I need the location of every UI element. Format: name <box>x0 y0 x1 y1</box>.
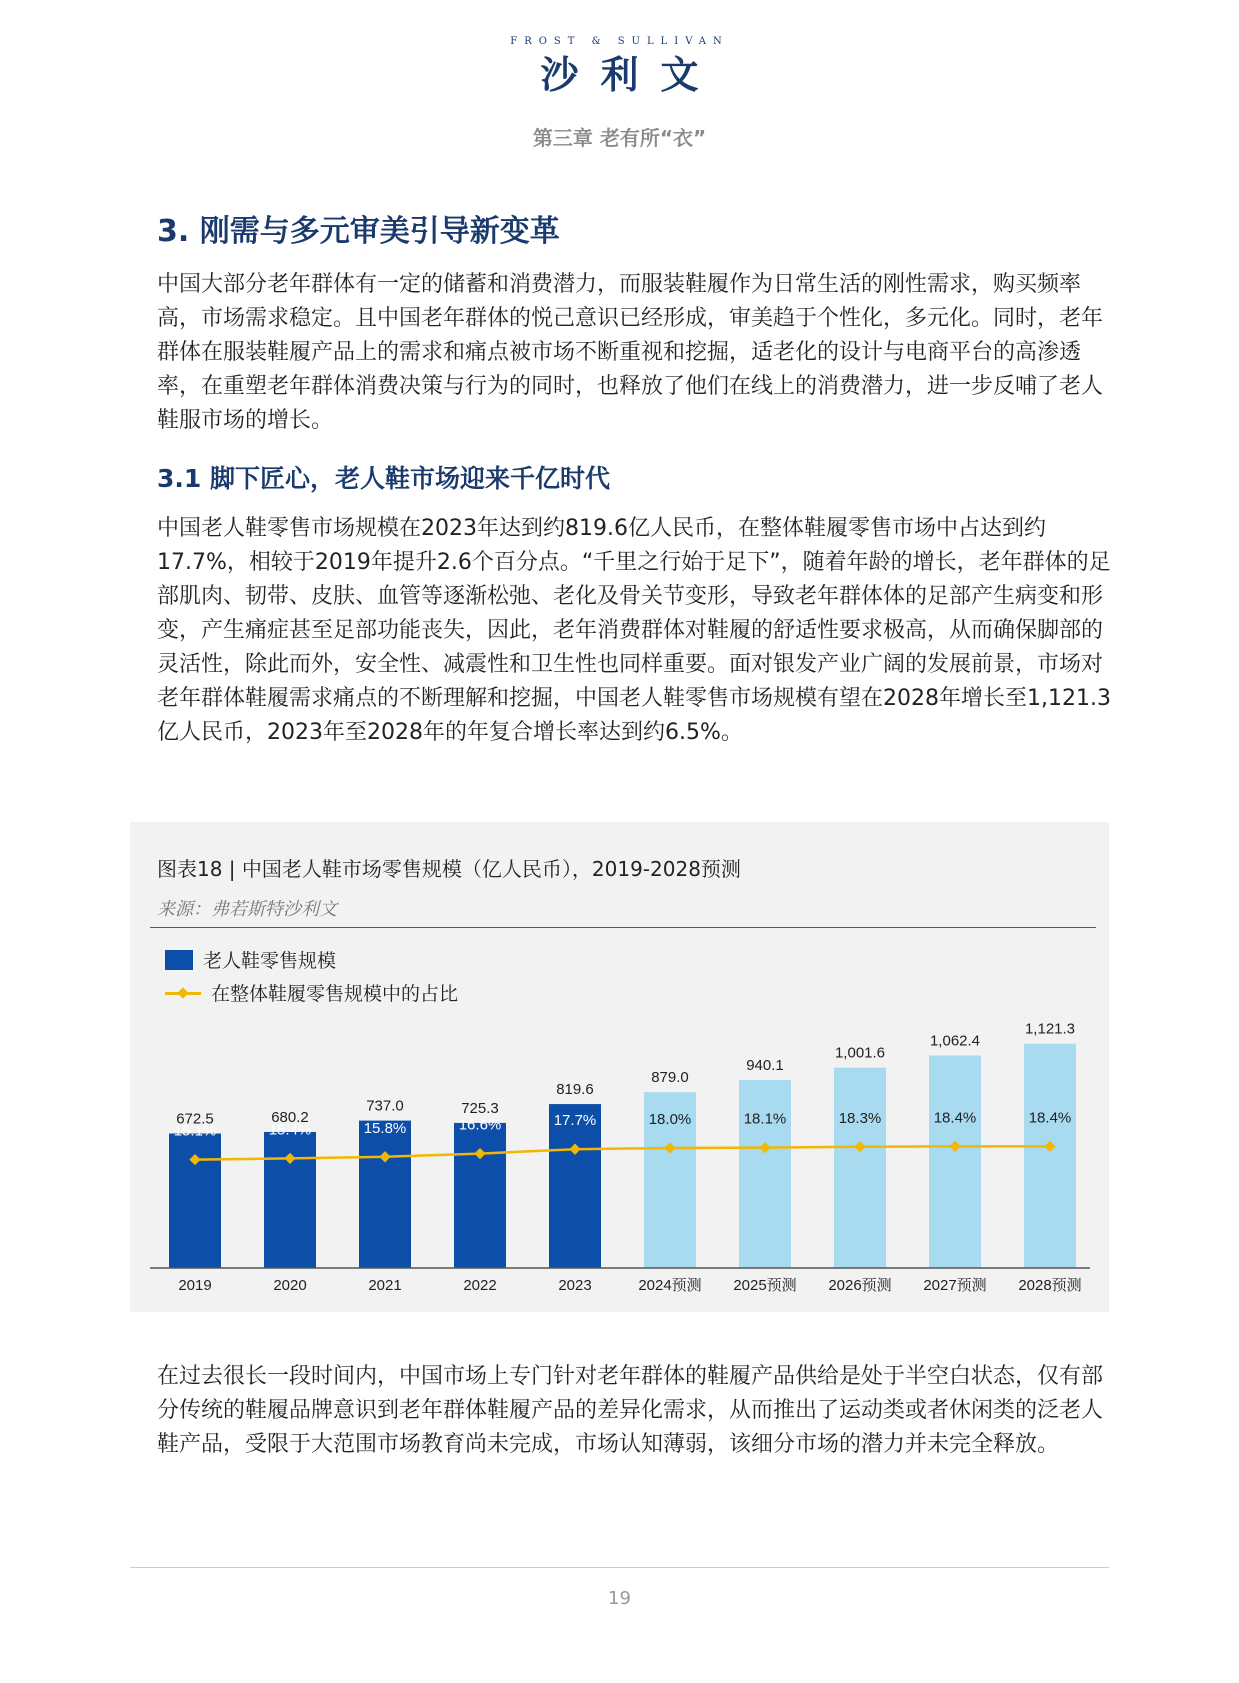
share-value-label-4: 17.7% <box>553 1112 597 1130</box>
legend-line-label: 在整体鞋履零售规模中的占比 <box>211 983 459 1005</box>
chapter-title: 第三章 老有所“衣” <box>532 126 707 150</box>
bar-value-label-2: 737.0 <box>366 1097 404 1115</box>
share-value-label-2: 15.8% <box>363 1119 407 1137</box>
x-tick-label-7: 2026预测 <box>828 1277 892 1294</box>
legend-bar-label: 老人鞋零售规模 <box>203 950 337 972</box>
bar-value-label-8: 1,062.4 <box>929 1032 981 1050</box>
x-tick-label-9: 2028预测 <box>1018 1277 1082 1294</box>
share-value-label-5: 18.0% <box>648 1111 692 1128</box>
bar-0 <box>169 1134 221 1269</box>
share-value-label-8: 18.4% <box>933 1109 977 1127</box>
x-tick-label-8: 2027预测 <box>923 1277 987 1294</box>
chart-title: 图表18 | 中国老人鞋市场零售规模（亿人民币），2019-2028预测 <box>157 857 741 881</box>
bar-value-label-3: 725.3 <box>461 1099 499 1117</box>
share-value-label-1: 15.4% <box>268 1121 312 1139</box>
bar-value-label-4: 819.6 <box>556 1081 594 1099</box>
bar-8 <box>929 1056 981 1268</box>
share-value-label-9: 18.4% <box>1028 1109 1072 1127</box>
section-heading: 3. 刚需与多元审美引导新变革 <box>157 214 560 249</box>
bar-value-label-1: 680.2 <box>271 1108 309 1126</box>
share-value-label-6: 18.1% <box>743 1110 787 1128</box>
bar-2 <box>359 1121 411 1268</box>
x-tick-label-1: 2020 <box>273 1277 307 1294</box>
share-value-label-7: 18.3% <box>838 1109 882 1127</box>
share-value-label-0: 15.1% <box>173 1122 217 1140</box>
share-line <box>195 1146 1050 1159</box>
x-tick-label-2: 2021 <box>368 1277 402 1294</box>
legend-bar-swatch <box>165 950 193 970</box>
bar-value-label-0: 672.5 <box>176 1110 214 1128</box>
chart-divider <box>150 927 1096 928</box>
bar-9 <box>1024 1044 1076 1268</box>
footer-divider <box>130 1567 1109 1568</box>
page-number: 19 <box>608 1588 631 1609</box>
subsection-heading: 3.1 脚下匠心，老人鞋市场迎来千亿时代 <box>157 464 610 493</box>
bar-6 <box>739 1080 791 1268</box>
bar-line-chart <box>150 1000 1090 1300</box>
bar-value-label-5: 879.0 <box>651 1069 689 1087</box>
x-tick-label-5: 2024预测 <box>638 1277 702 1294</box>
legend-item-bar <box>165 946 336 973</box>
x-tick-label-0: 2019 <box>178 1277 212 1294</box>
bar-1 <box>264 1132 316 1268</box>
bar-3 <box>454 1123 506 1268</box>
bar-value-label-7: 1,001.6 <box>834 1044 886 1062</box>
share-value-label-3: 16.6% <box>458 1116 502 1134</box>
x-tick-label-4: 2023 <box>558 1277 592 1294</box>
x-tick-label-3: 2022 <box>463 1277 497 1294</box>
bar-value-label-6: 940.1 <box>746 1056 784 1074</box>
logo-english: FROST & SULLIVAN <box>510 36 729 47</box>
paragraph-2: 中国老人鞋零售市场规模在2023年达到约819.6亿人民币，在整体鞋履零售市场中占达到约17.7%，相较于2019年提升2.6个百分点。“千里之行始于足下”，随着年龄的增长，老年群体的足部肌肉、韧带、皮肤、血管等逐渐松弛、老化及骨关节变形，导致老年群体体的足部产生病变和形变，产生痛症甚至足部功能丧失，因此，老年消费群体对鞋履的舒适性要求极高，从而确保脚部的灵活性，除此而外，安全性、减震性和卫生性也同样重要。面对银发产业广阔的发展前景，市场对老年群体鞋履需求痛点的不断理解和挖掘，中国老人鞋零售市场规模有望在2028年增长至1,121.3亿人民币，2023年至2028年的年复合增长率达到约6.5%。 <box>157 516 1111 745</box>
chart-source: 来源：弗若斯特沙利文 <box>157 899 337 920</box>
paragraph-3: 在过去很长一段时间内，中国市场上专门针对老年群体的鞋履产品供给是处于半空白状态，仅有部分传统的鞋履品牌意识到老年群体鞋履产品的差异化需求，从而推出了运动类或者休闲类的泛老人鞋产品，受限于大范围市场教育尚未完成，市场认知薄弱，该细分市场的潜力并未完全释放。 <box>157 1364 1104 1457</box>
paragraph-1: 中国大部分老年群体有一定的储蓄和消费潜力，而服装鞋履作为日常生活的刚性需求，购买频率高，市场需求稳定。且中国老年群体的悦己意识已经形成，审美趋于个性化，多元化。同时，老年群体在服装鞋履产品上的需求和痛点被市场不断重视和挖掘，适老化的设计与电商平台的高渗透率，在重塑老年群体消费决策与行为的同时，也释放了他们在线上的消费潜力，进一步反哺了老人鞋服市场的增长。 <box>157 272 1104 433</box>
x-tick-label-6: 2025预测 <box>733 1277 797 1294</box>
logo-chinese: 沙利文 <box>540 53 721 97</box>
bar-value-label-9: 1,121.3 <box>1024 1020 1076 1038</box>
bar-7 <box>834 1068 886 1268</box>
